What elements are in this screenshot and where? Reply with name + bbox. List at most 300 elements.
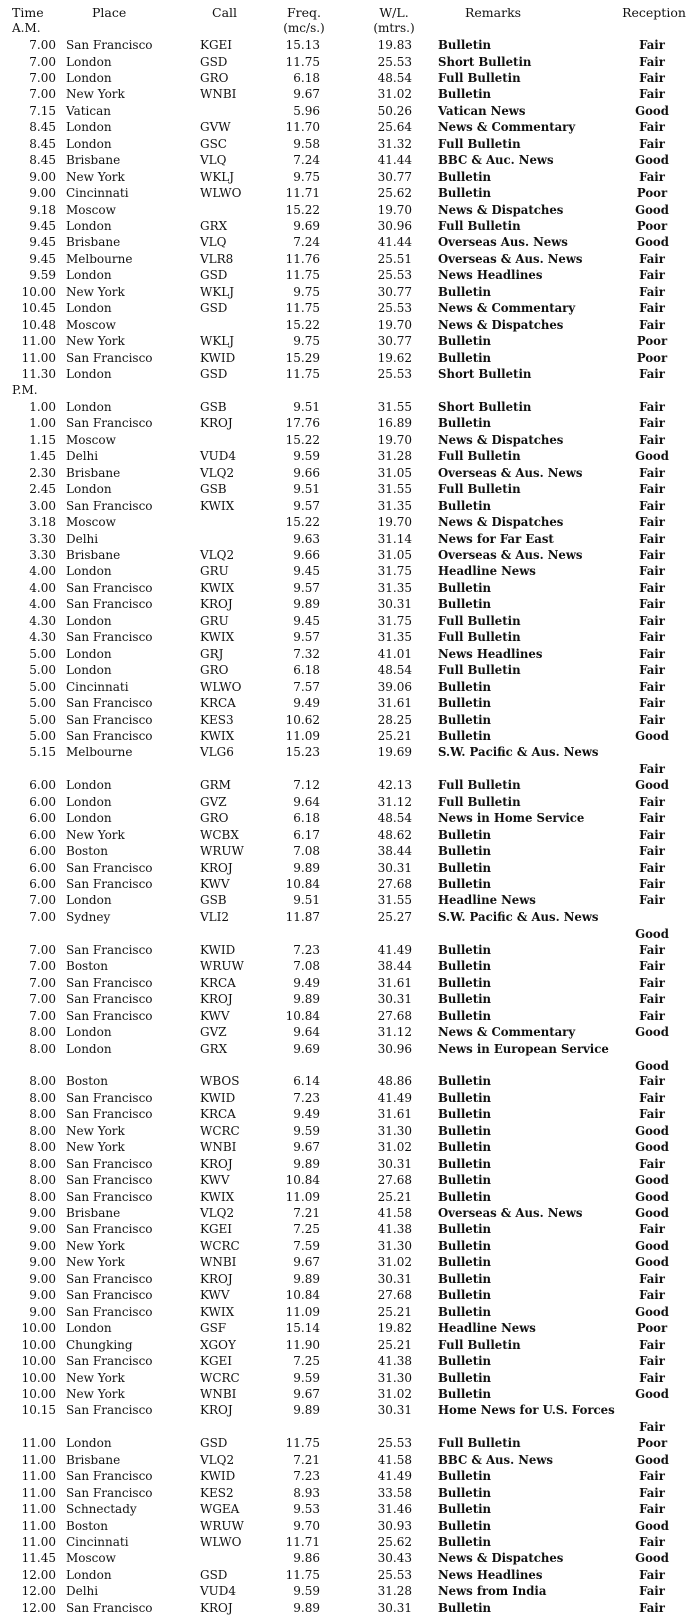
cell-call: GRO [200,70,229,85]
cell-time: 10.00 [21,1321,56,1336]
cell-freq: 7.08 [293,844,320,859]
cell-call: KWID [200,1469,236,1484]
cell-reception: Fair [639,1222,665,1237]
cell-call: GRU [200,564,229,579]
cell-freq: 7.25 [293,1354,320,1368]
cell-freq: 9.89 [293,992,320,1007]
cell-remarks: Bulletin [438,498,492,513]
cell-wl: 30.31 [377,1600,412,1615]
table-row [0,1353,700,1370]
cell-wl: 48.54 [377,811,412,826]
cell-remarks: Full Bulletin [438,218,521,233]
cell-reception: Fair [639,564,665,579]
table-row [0,169,700,186]
cell-reception: Poor [636,186,668,200]
cell-remarks: Bulletin [438,1222,492,1237]
cell-call: KROJ [200,992,233,1007]
table-row [0,267,700,284]
cell-wl: 25.53 [377,268,412,283]
cell-time: 8.45 [29,136,56,151]
table-row [0,1106,700,1123]
cell-place: New York [66,827,125,842]
cell-wl: 30.93 [377,1518,412,1533]
cell-remarks: BBC & Auc. News [438,153,554,168]
cell-reception: Good [635,1238,669,1253]
table-row [0,415,700,432]
cell-call: KWID [200,942,236,957]
cell-time: 7.15 [29,103,56,118]
cell-remarks: Headline News [438,893,536,908]
cell-place: Brisbane [66,547,121,562]
table-row [0,1156,700,1173]
cell-reception: Poor [636,1321,668,1336]
cell-wl: 31.61 [377,975,412,990]
cell-time: 10.00 [21,1386,56,1401]
cell-place: San Francisco [66,1288,153,1303]
table-row [0,1041,700,1075]
cell-freq: 11.75 [285,1436,320,1451]
cell-freq: 9.89 [293,1403,320,1418]
table-row [0,613,700,630]
cell-wl: 25.27 [377,909,412,924]
cell-freq: 9.49 [293,975,320,990]
cell-freq: 11.75 [285,54,320,69]
cell-reception: Good [635,449,669,464]
cell-reception: Poor [636,218,668,233]
cell-place: New York [66,1386,125,1401]
cell-place: London [66,1025,112,1039]
cell-wl: 31.55 [377,399,412,414]
cell-remarks: Bulletin [438,1156,492,1171]
cell-time: 9.00 [29,1271,56,1286]
cell-call: KROJ [200,416,233,431]
cell-reception: Fair [639,1535,665,1549]
cell-reception: Fair [639,1600,665,1615]
cell-reception: Fair [639,942,665,957]
wl-unit: (mtrs.) [373,21,415,35]
cell-call: GSD [200,268,228,283]
cell-time: 1.00 [29,399,56,414]
cell-time: 8.00 [29,1090,56,1105]
table-row [0,1024,700,1041]
cell-time: 6.00 [29,844,56,859]
cell-reception: Fair [639,515,665,529]
cell-place: Delhi [66,449,99,464]
cell-call: KWV [200,1288,230,1303]
cell-freq: 7.23 [293,1090,320,1105]
cell-reception: Fair [639,893,665,908]
cell-reception: Fair [639,367,665,381]
cell-time: 6.00 [29,860,56,875]
cell-time: 2.30 [29,465,56,480]
cell-place: San Francisco [66,975,153,990]
table-row [0,1304,700,1321]
table-row [0,498,700,515]
cell-remarks: Overseas & Aus. News [438,251,583,266]
cell-place: San Francisco [66,1354,153,1368]
cell-reception: Good [635,1123,669,1138]
cell-place: San Francisco [66,992,153,1007]
cell-wl: 25.21 [377,728,412,743]
cell-freq: 7.21 [293,1206,320,1220]
cell-reception: Fair [639,663,665,678]
cell-remarks: Bulletin [438,1090,492,1105]
cell-remarks: Bulletin [438,580,492,595]
cell-reception: Fair [639,1288,665,1303]
table-row [0,942,700,959]
cell-time: 5.00 [29,646,56,661]
cell-freq: 15.22 [285,202,320,217]
cell-freq: 6.18 [293,70,320,85]
cell-call: KWV [200,877,230,891]
cell-freq: 17.76 [285,416,320,431]
cell-wl: 30.96 [377,218,412,233]
cell-reception: Fair [639,38,665,52]
table-row [0,1238,700,1255]
cell-remarks: Full Bulletin [438,613,521,628]
table-row [0,333,700,350]
cell-wl: 48.54 [377,70,412,85]
table-row [0,185,700,202]
cell-remarks: Overseas & Aus. News [438,547,583,562]
cell-call: KWIX [200,1304,235,1319]
cell-time: 9.45 [29,235,56,250]
cell-remarks: Full Bulletin [438,794,521,809]
cell-place: Brisbane [66,153,121,168]
cell-freq: 7.12 [293,778,320,793]
table-row [0,679,700,696]
cell-time: 6.00 [29,794,56,809]
cell-freq: 9.67 [293,87,320,102]
cell-remarks: Headline News [438,564,536,579]
cell-time: 11.00 [21,350,56,365]
cell-reception: Good [635,202,669,217]
cell-remarks: Bulletin [438,860,492,875]
cell-time: 8.00 [29,1156,56,1171]
cell-freq: 9.67 [293,1255,320,1270]
cell-freq: 11.75 [285,268,320,283]
table-row [0,958,700,975]
cell-remarks: S.W. Pacific & Aus. News [438,909,599,924]
cell-reception: Fair [639,679,665,694]
cell-freq: 7.24 [293,153,320,168]
cell-wl: 25.62 [377,186,412,200]
cell-wl: 31.02 [377,87,412,102]
cell-place: San Francisco [66,1173,153,1188]
cell-call: GSD [200,367,228,381]
cell-call: KROJ [200,1156,233,1171]
cell-reception: Good [635,1058,669,1073]
cell-freq: 11.90 [285,1337,320,1352]
table-row [0,1221,700,1238]
cell-call: GSD [200,1567,228,1582]
cell-call: VLQ2 [200,1452,235,1467]
cell-place: London [66,482,112,497]
cell-wl: 30.31 [377,1156,412,1171]
table-row [0,777,700,794]
cell-wl: 31.35 [377,498,412,513]
cell-wl: 41.44 [377,153,412,168]
table-row [0,1468,700,1485]
cell-place: London [66,811,112,826]
cell-remarks: Bulletin [438,1271,492,1286]
cell-time: 10.00 [21,1370,56,1385]
cell-freq: 5.96 [293,103,320,118]
cell-freq: 7.24 [293,235,320,250]
cell-time: 5.00 [29,712,56,727]
cell-freq: 9.64 [293,1025,320,1039]
cell-place: Moscow [66,432,116,447]
cell-wl: 27.68 [377,1173,412,1188]
cell-wl: 41.49 [377,1469,412,1484]
cell-freq: 7.32 [293,646,320,661]
cell-reception: Fair [639,136,665,151]
cell-call: GSB [200,893,227,908]
cell-time: 5.00 [29,728,56,743]
table-row [0,1090,700,1107]
cell-remarks: Bulletin [438,1354,492,1368]
cell-wl: 41.49 [377,942,412,957]
table-row [0,152,700,169]
cell-reception: Poor [636,1436,668,1451]
cell-time: 8.00 [29,1041,56,1056]
cell-place: London [66,1567,112,1582]
cell-reception: Fair [639,580,665,595]
cell-time: 6.00 [29,877,56,891]
cell-call: GSB [200,399,227,414]
cell-place: San Francisco [66,712,153,727]
cell-reception: Fair [639,531,665,546]
cell-place: Sydney [66,909,111,924]
cell-wl: 38.44 [377,959,412,974]
cell-remarks: Bulletin [438,728,492,743]
cell-wl: 25.53 [377,1436,412,1451]
cell-time: 8.00 [29,1189,56,1204]
cell-freq: 10.84 [285,877,320,891]
cell-remarks: Bulletin [438,1107,492,1122]
cell-remarks: Bulletin [438,844,492,859]
cell-remarks: Headline News [438,1321,536,1336]
cell-wl: 31.14 [377,531,412,546]
table-row [0,481,700,498]
cell-freq: 6.14 [293,1074,320,1089]
table-row [0,646,700,663]
cell-wl: 31.75 [377,613,412,628]
cell-place: Melbourne [66,745,133,760]
cell-time: 3.30 [29,531,56,546]
cell-freq: 9.51 [293,399,320,414]
cell-place: London [66,1436,112,1451]
cell-reception: Fair [639,284,665,299]
cell-time: 6.00 [29,827,56,842]
cell-call: WCBX [200,827,239,842]
cell-place: London [66,1321,112,1336]
cell-place: New York [66,169,125,184]
table-row [0,629,700,646]
cell-place: San Francisco [66,877,153,891]
cell-reception: Fair [639,1074,665,1089]
cell-time: 7.00 [29,70,56,85]
cell-place: San Francisco [66,1156,153,1171]
cell-remarks: News & Dispatches [438,432,564,447]
cell-remarks: News in Home Service [438,811,585,826]
cell-call: VLG6 [200,745,234,760]
cell-wl: 31.28 [377,1584,412,1599]
cell-time: 7.00 [29,942,56,957]
cell-time: 8.00 [29,1140,56,1155]
cell-remarks: Full Bulletin [438,663,521,678]
cell-remarks: News in European Service [438,1041,609,1056]
cell-call: WKLJ [200,169,235,184]
cell-call: GSC [200,136,227,151]
cell-reception: Good [635,103,669,118]
cell-wl: 30.31 [377,1403,412,1418]
cell-time: 11.45 [21,1551,56,1566]
cell-reception: Fair [639,1370,665,1385]
cell-time: 4.00 [29,580,56,595]
table-row [0,1567,700,1584]
cell-remarks: News & Commentary [438,301,576,316]
cell-reception: Fair [639,547,665,562]
cell-freq: 9.66 [293,547,320,562]
cell-call: WCRC [200,1123,240,1138]
cell-remarks: Bulletin [438,1502,492,1517]
cell-time: 9.00 [29,1238,56,1253]
cell-freq: 11.75 [285,301,320,316]
cell-call: GRX [200,1041,228,1056]
cell-remarks: News & Dispatches [438,317,564,332]
cell-wl: 30.31 [377,992,412,1007]
table-row [0,810,700,827]
cell-place: London [66,663,112,678]
cell-time: 7.00 [29,975,56,990]
cell-remarks: Short Bulletin [438,367,532,381]
cell-place: Delhi [66,531,99,546]
cell-freq: 9.75 [293,169,320,184]
cell-remarks: Short Bulletin [438,399,532,414]
cell-wl: 25.21 [377,1304,412,1319]
cell-remarks: Bulletin [438,942,492,957]
cell-reception: Good [635,778,669,793]
table-row [0,37,700,54]
cell-call: WKLJ [200,284,235,299]
table-row [0,975,700,992]
cell-wl: 25.21 [377,1337,412,1352]
cell-time: 8.00 [29,1025,56,1039]
cell-reception: Fair [639,87,665,102]
cell-remarks: Full Bulletin [438,70,521,85]
cell-time: 1.00 [29,416,56,431]
cell-call: VUD4 [200,1584,237,1599]
cell-wl: 19.69 [377,745,412,760]
cell-freq: 10.62 [285,712,320,727]
cell-wl: 39.06 [377,679,412,694]
cell-wl: 38.44 [377,844,412,859]
table-row [0,728,700,745]
cell-wl: 31.02 [377,1255,412,1270]
cell-call: VLQ [200,235,227,250]
cell-freq: 11.09 [285,1304,320,1319]
cell-time: 2.45 [29,482,56,497]
cell-remarks: Bulletin [438,416,492,431]
cell-freq: 9.57 [293,630,320,645]
table-row [0,794,700,811]
cell-wl: 41.44 [377,235,412,250]
cell-remarks: News & Commentary [438,1025,576,1039]
cell-wl: 31.35 [377,630,412,645]
cell-place: New York [66,1123,125,1138]
cell-remarks: News & Dispatches [438,1551,564,1566]
cell-reception: Good [635,1452,669,1467]
cell-freq: 9.67 [293,1140,320,1155]
cell-wl: 30.43 [377,1551,412,1566]
cell-reception: Fair [639,399,665,414]
cell-time: 6.00 [29,811,56,826]
cell-time: 5.00 [29,663,56,678]
cell-freq: 15.29 [285,350,320,365]
header-time: Time [12,5,44,20]
cell-time: 9.00 [29,1206,56,1220]
cell-place: Delhi [66,1584,99,1599]
table-row [0,695,700,712]
cell-time: 9.00 [29,1222,56,1237]
cell-place: New York [66,87,125,102]
cell-reception: Fair [639,482,665,497]
cell-time: 11.30 [21,367,56,381]
cell-wl: 41.58 [377,1452,412,1467]
cell-reception: Fair [639,1584,665,1599]
cell-time: 9.59 [29,268,56,283]
cell-freq: 11.70 [285,120,320,135]
cell-wl: 25.64 [377,120,412,135]
table-row [0,1402,700,1436]
cell-reception: Fair [639,54,665,69]
cell-wl: 41.01 [377,646,412,661]
cell-call: KWID [200,350,236,365]
cell-call: GSF [200,1321,227,1336]
cell-wl: 28.25 [377,712,412,727]
cell-remarks: Bulletin [438,1288,492,1303]
cell-call: KROJ [200,1403,233,1418]
cell-freq: 9.89 [293,1600,320,1615]
cell-wl: 27.68 [377,877,412,891]
cell-freq: 15.13 [285,38,320,52]
cell-freq: 10.84 [285,1008,320,1023]
cell-place: Boston [66,1518,108,1533]
cell-place: Cincinnati [66,1535,129,1549]
cell-freq: 6.18 [293,811,320,826]
cell-wl: 31.30 [377,1123,412,1138]
cell-wl: 27.68 [377,1008,412,1023]
header-reception: Reception [622,5,686,20]
cell-remarks: Short Bulletin [438,54,532,69]
cell-remarks: News Headlines [438,268,543,283]
cell-call: KWIX [200,1189,235,1204]
table-row [0,399,700,416]
cell-time: 12.00 [21,1584,56,1599]
cell-reception: Fair [639,613,665,628]
table-row [0,1271,700,1288]
cell-place: New York [66,1370,125,1385]
table-row [0,350,700,367]
cell-place: San Francisco [66,1008,153,1023]
cell-place: London [66,301,112,316]
table-row [0,317,700,334]
table-row [0,1337,700,1354]
cell-freq: 9.59 [293,1370,320,1385]
cell-remarks: Full Bulletin [438,1436,521,1451]
cell-remarks: Bulletin [438,1518,492,1533]
